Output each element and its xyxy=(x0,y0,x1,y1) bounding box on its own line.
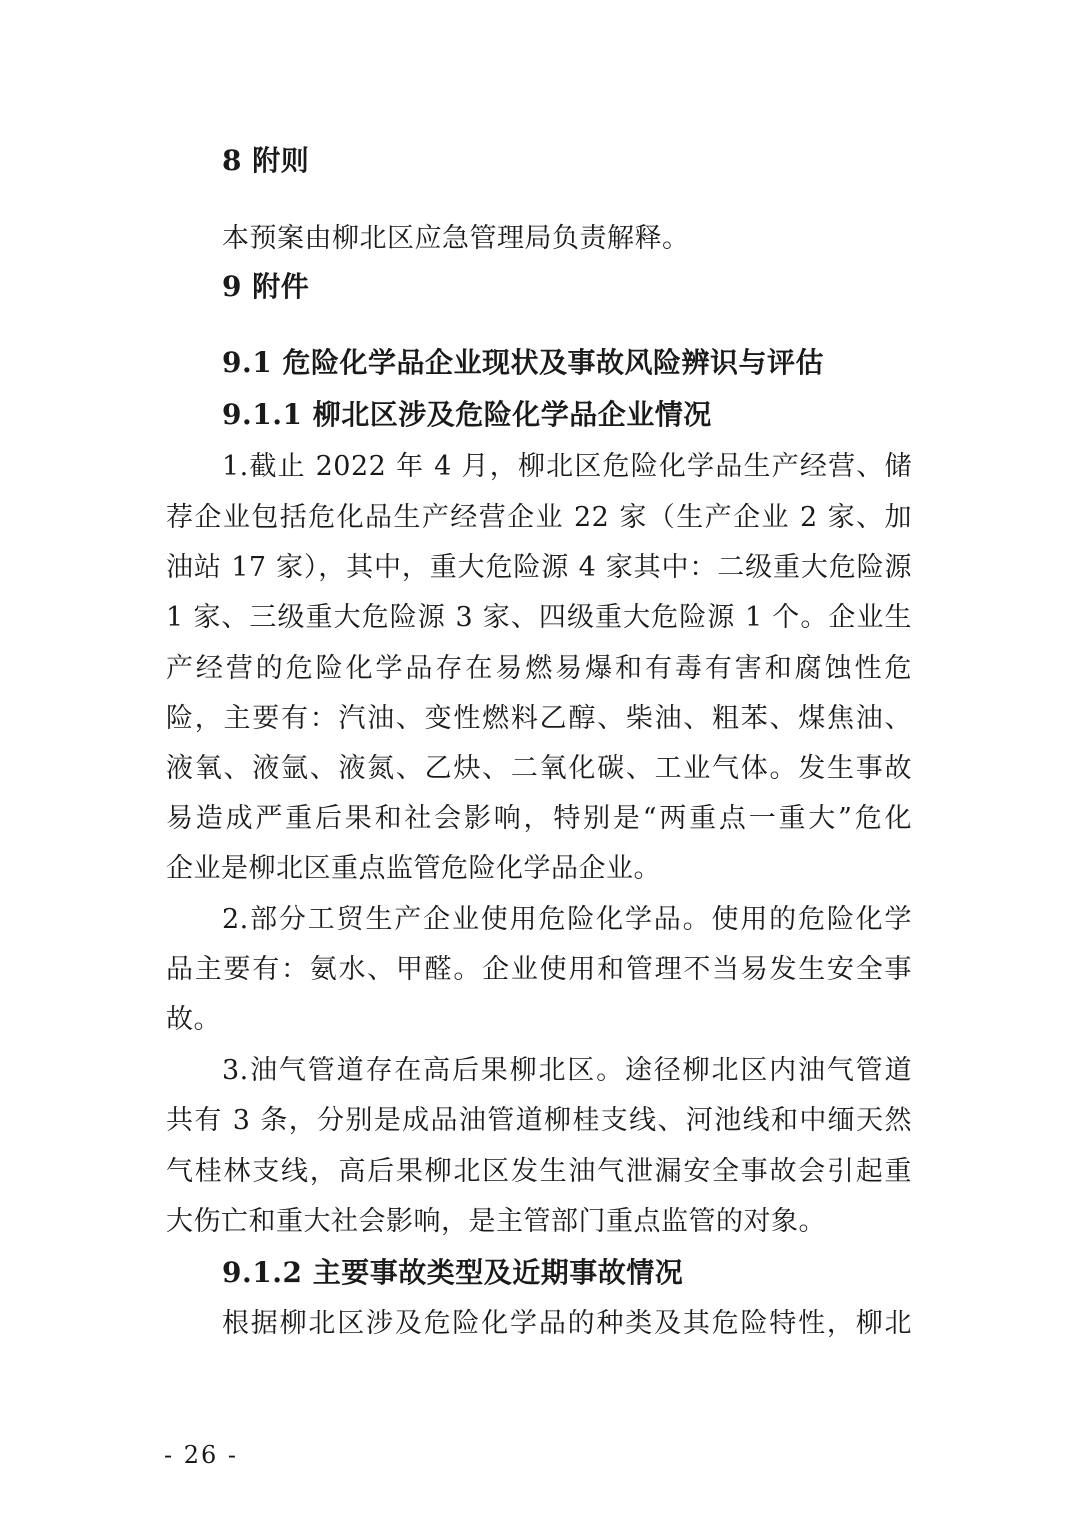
paragraph-2-line: 故。 xyxy=(166,1004,221,1035)
paragraph-1-line: 油站 17 家），其中，重大危险源 4 家其中：二级重大危险源 xyxy=(166,552,912,583)
paragraph-1-line: 产经营的危险化学品存在易燃易爆和有毒有害和腐蚀性危 xyxy=(166,653,912,684)
section-9-1-2-heading: 9.1.2 主要事故类型及近期事故情况 xyxy=(222,1256,684,1289)
section-8-text: 本预案由柳北区应急管理局负责解释。 xyxy=(222,223,690,254)
section-8-heading: 8 附则 xyxy=(222,144,310,177)
paragraph-3-line: 共有 3 条，分别是成品油管道柳桂支线、河池线和中缅天然 xyxy=(166,1105,912,1136)
paragraph-3-line: 大伤亡和重大社会影响，是主管部门重点监管的对象。 xyxy=(166,1206,826,1237)
paragraph-2-line: 品主要有：氨水、甲醛。企业使用和管理不当易发生安全事 xyxy=(166,954,912,985)
paragraph-1-line: 易造成严重后果和社会影响，特别是“两重点一重大”危化 xyxy=(166,803,912,834)
paragraph-2-line: 2.部分工贸生产企业使用危险化学品。使用的危险化学 xyxy=(222,904,912,935)
paragraph-1-line: 荐企业包括危化品生产经营企业 22 家（生产企业 2 家、加 xyxy=(166,502,912,533)
paragraph-1-line: 液氧、液氩、液氮、乙炔、二氧化碳、工业气体。发生事故 xyxy=(166,753,912,784)
paragraph-4-line: 根据柳北区涉及危险化学品的种类及其危险特性，柳北 xyxy=(222,1308,912,1339)
paragraph-1-line: 1.截止 2022 年 4 月，柳北区危险化学品生产经营、储 xyxy=(222,451,912,482)
section-9-heading: 9 附件 xyxy=(222,270,310,303)
section-9-1-heading: 9.1 危险化学品企业现状及事故风险辨识与评估 xyxy=(222,346,824,379)
paragraph-1-line: 险，主要有：汽油、变性燃料乙醇、柴油、粗苯、煤焦油、 xyxy=(166,703,912,734)
page-number: - 26 - xyxy=(164,1441,239,1469)
paragraph-1-line: 1 家、三级重大危险源 3 家、四级重大危险源 1 个。企业生 xyxy=(166,602,912,633)
paragraph-3-line: 3.油气管道存在高后果柳北区。途径柳北区内油气管道 xyxy=(222,1055,912,1086)
section-9-1-1-heading: 9.1.1 柳北区涉及危险化学品企业情况 xyxy=(222,398,712,431)
paragraph-1-line: 企业是柳北区重点监管危险化学品企业。 xyxy=(166,853,661,884)
paragraph-3-line: 气桂林支线，高后果柳北区发生油气泄漏安全事故会引起重 xyxy=(166,1156,912,1187)
